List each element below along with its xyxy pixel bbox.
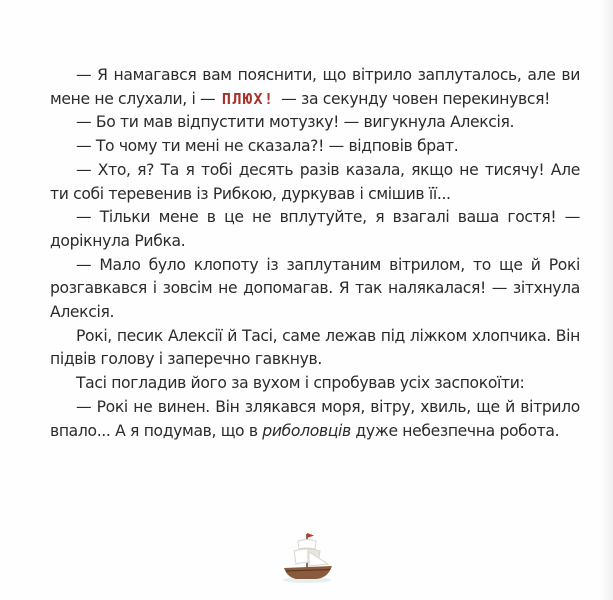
paragraph-1-after: — за секунду човен перекинувся! (276, 89, 551, 108)
paragraph-1 (50, 64, 580, 111)
paragraph-8: Тасі погладив його за вухом і спробував усіх заспокоїти: (76, 374, 525, 393)
paragraph-4: — Хто, я? Та я тобі десять разів казала, якщо не тисячу! Але ти собі теревенив із Рибкою, дуркував і смішив її... (50, 160, 580, 203)
ship-hull (284, 566, 332, 579)
paragraph-7: Рокі, песик Алексії й Тасі, саме лежав під ліжком хлопчика. Він підвів голову і заперечно гавкнув. (50, 326, 580, 369)
paragraph-3: — То чому ти мені не сказала?! — відповів брат. (76, 137, 459, 156)
story-text (50, 64, 580, 443)
page-edge-shadow (599, 0, 613, 600)
paragraph-9 (50, 396, 580, 443)
paragraph-9-before: — Рокі не винен. Він злякався моря, вітру, хвиль, ще й вітрило впало... А я подумав, що в (50, 397, 580, 440)
paragraph-6: — Мало було клопоту із заплутаним вітрилом, то ще й Рокі розгавкався і зовсім не допомагав. Я так налякалася! — зітхнула Алексія. (50, 255, 580, 322)
paragraph-2: — Бо ти мав відпустити мотузку! — вигукнула Алексія. (76, 113, 515, 132)
sailing-ship-icon (276, 528, 338, 588)
sound-effect-plyukh: ПЛЮХ! (221, 89, 275, 108)
paragraph-1-before: — Я намагався вам пояснити, що вітрило заплуталось, але ви мене не слухали, і — (50, 66, 580, 108)
paragraph-9-after: дуже небезпечна робота. (350, 421, 560, 440)
paragraph-5: — Тільки мене в це не вплутуйте, я взагалі ваша гостя! — дорікнула Рибка. (50, 208, 580, 250)
ship-flag (307, 533, 314, 538)
ship-sail-top (298, 540, 316, 550)
emphasis-fishermen: риболовців (262, 421, 351, 440)
